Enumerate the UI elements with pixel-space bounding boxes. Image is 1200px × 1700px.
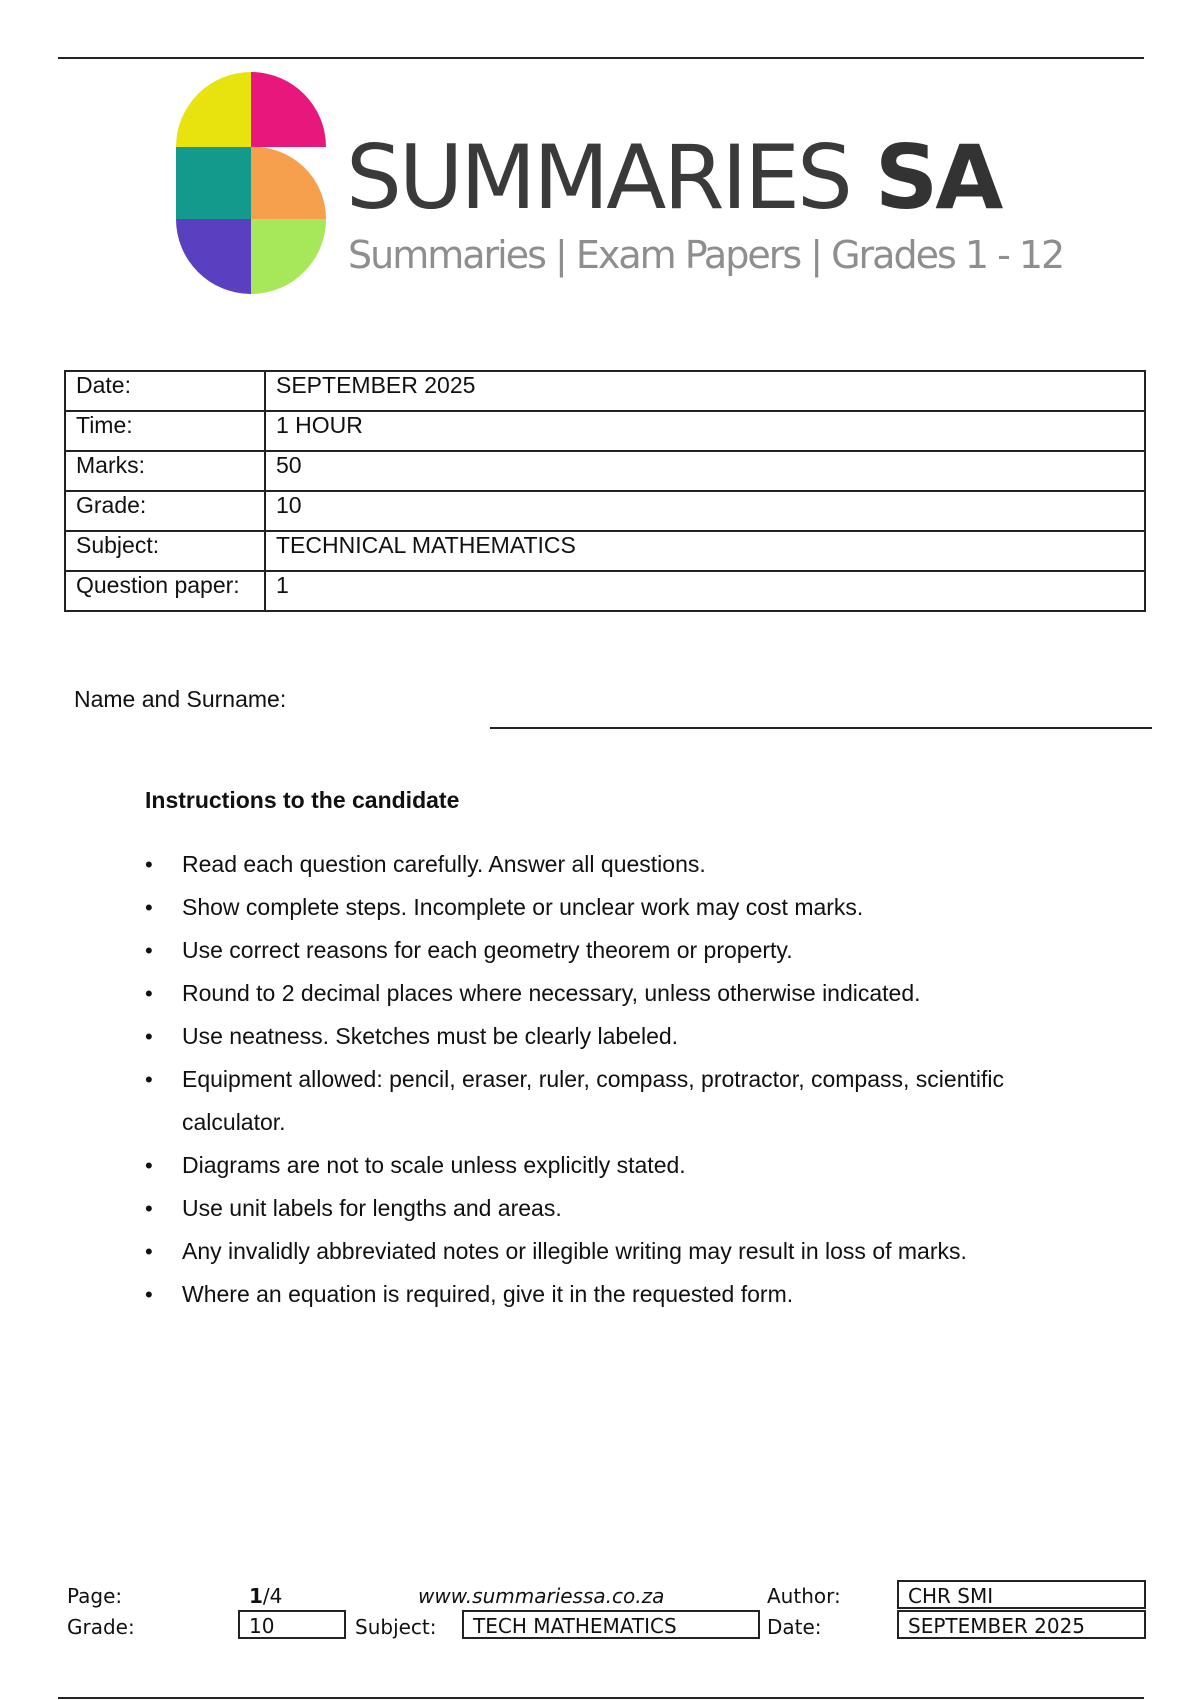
bullet-icon: •: [145, 1067, 153, 1092]
bullet-icon: •: [145, 852, 153, 877]
info-table-label: Marks:: [65, 451, 265, 491]
logo-mark-segment: [176, 72, 251, 147]
footer-url: www.summariessa.co.za: [418, 1584, 665, 1608]
instruction-item: [145, 1144, 1065, 1187]
bullet-icon: •: [145, 1024, 153, 1049]
footer-page-number: [249, 1584, 282, 1608]
bullet-icon: •: [145, 1196, 153, 1221]
bullet-icon: •: [145, 1239, 153, 1264]
instruction-text: Equipment allowed: pencil, eraser, ruler, compass, protractor, compass, scientific calculator.: [182, 1066, 1004, 1135]
logo-brand-name: [346, 126, 1001, 229]
logo-mark-segment: [251, 147, 326, 219]
info-table-label: Time:: [65, 411, 265, 451]
instruction-text: Round to 2 decimal places where necessary, unless otherwise indicated.: [182, 980, 921, 1006]
instruction-text: Use neatness. Sketches must be clearly labeled.: [182, 1023, 679, 1049]
instruction-item: [145, 1058, 1065, 1144]
info-table-row: [65, 531, 1145, 571]
info-table-row: [65, 491, 1145, 531]
info-table-value: 1: [265, 571, 1145, 611]
instructions-title: Instructions to the candidate: [145, 787, 460, 813]
info-table-value: 10: [265, 491, 1145, 531]
instruction-text: Read each question carefully. Answer all questions.: [182, 851, 706, 877]
name-surname-line: [490, 727, 1152, 729]
logo-brand-light: SUMMARIES: [346, 126, 850, 229]
footer-page-total: /4: [262, 1584, 283, 1608]
info-table-row: [65, 411, 1145, 451]
instruction-item: [145, 929, 1065, 972]
bullet-icon: •: [145, 938, 153, 963]
instructions-list: [145, 843, 1065, 1316]
instruction-item: [145, 1230, 1065, 1273]
instruction-item: [145, 1015, 1065, 1058]
instruction-text: Use correct reasons for each geometry theorem or property.: [182, 937, 793, 963]
info-table-row: [65, 451, 1145, 491]
info-table-label: Subject:: [65, 531, 265, 571]
info-table-value: 1 HOUR: [265, 411, 1145, 451]
footer-subject-label: Subject:: [355, 1615, 437, 1639]
summaries-sa-logo-mark-icon: [176, 72, 326, 294]
footer-author-box: CHR SMI: [897, 1580, 1146, 1609]
info-table-label: Date:: [65, 371, 265, 411]
footer-author-label: Author:: [767, 1584, 841, 1608]
top-rule: [58, 57, 1144, 59]
info-table-row: [65, 571, 1145, 611]
logo-tagline: Summaries | Exam Papers | Grades 1 - 12: [348, 233, 1064, 277]
instruction-item: [145, 1187, 1065, 1230]
footer-page-current: 1: [249, 1584, 263, 1608]
footer-grade-box: 10: [238, 1610, 346, 1639]
logo-brand-bold: SA: [874, 126, 1001, 229]
info-table-label: Grade:: [65, 491, 265, 531]
logo-mark-segment: [251, 72, 326, 147]
logo-mark-segment: [251, 219, 326, 294]
bullet-icon: •: [145, 981, 153, 1006]
exam-info-table: [64, 370, 1146, 612]
instruction-text: Any invalidly abbreviated notes or illegible writing may result in loss of marks.: [182, 1238, 967, 1264]
instruction-item: [145, 1273, 1065, 1316]
info-table-row: [65, 371, 1145, 411]
instruction-text: Diagrams are not to scale unless explicitly stated.: [182, 1152, 686, 1178]
footer-date-box: SEPTEMBER 2025: [897, 1610, 1146, 1639]
bullet-icon: •: [145, 895, 153, 920]
info-table-value: SEPTEMBER 2025: [265, 371, 1145, 411]
info-table-value: 50: [265, 451, 1145, 491]
instruction-item: [145, 843, 1065, 886]
bullet-icon: •: [145, 1282, 153, 1307]
instruction-text: Show complete steps. Incomplete or unclear work may cost marks.: [182, 894, 864, 920]
logo-mark-segment: [176, 219, 251, 294]
instruction-text: Where an equation is required, give it in the requested form.: [182, 1281, 794, 1307]
summaries-sa-logo: [176, 72, 1064, 296]
info-table-label: Question paper:: [65, 571, 265, 611]
footer-subject-box: TECH MATHEMATICS: [462, 1610, 760, 1639]
bottom-rule: [58, 1697, 1144, 1699]
instruction-item: [145, 972, 1065, 1015]
name-surname-label: Name and Surname:: [74, 686, 287, 712]
bullet-icon: •: [145, 1153, 153, 1178]
info-table-value: TECHNICAL MATHEMATICS: [265, 531, 1145, 571]
instruction-item: [145, 886, 1065, 929]
footer-date-label: Date:: [767, 1615, 822, 1639]
instruction-text: Use unit labels for lengths and areas.: [182, 1195, 562, 1221]
footer-page-label: Page:: [67, 1584, 123, 1608]
footer-grade-label: Grade:: [67, 1615, 135, 1639]
